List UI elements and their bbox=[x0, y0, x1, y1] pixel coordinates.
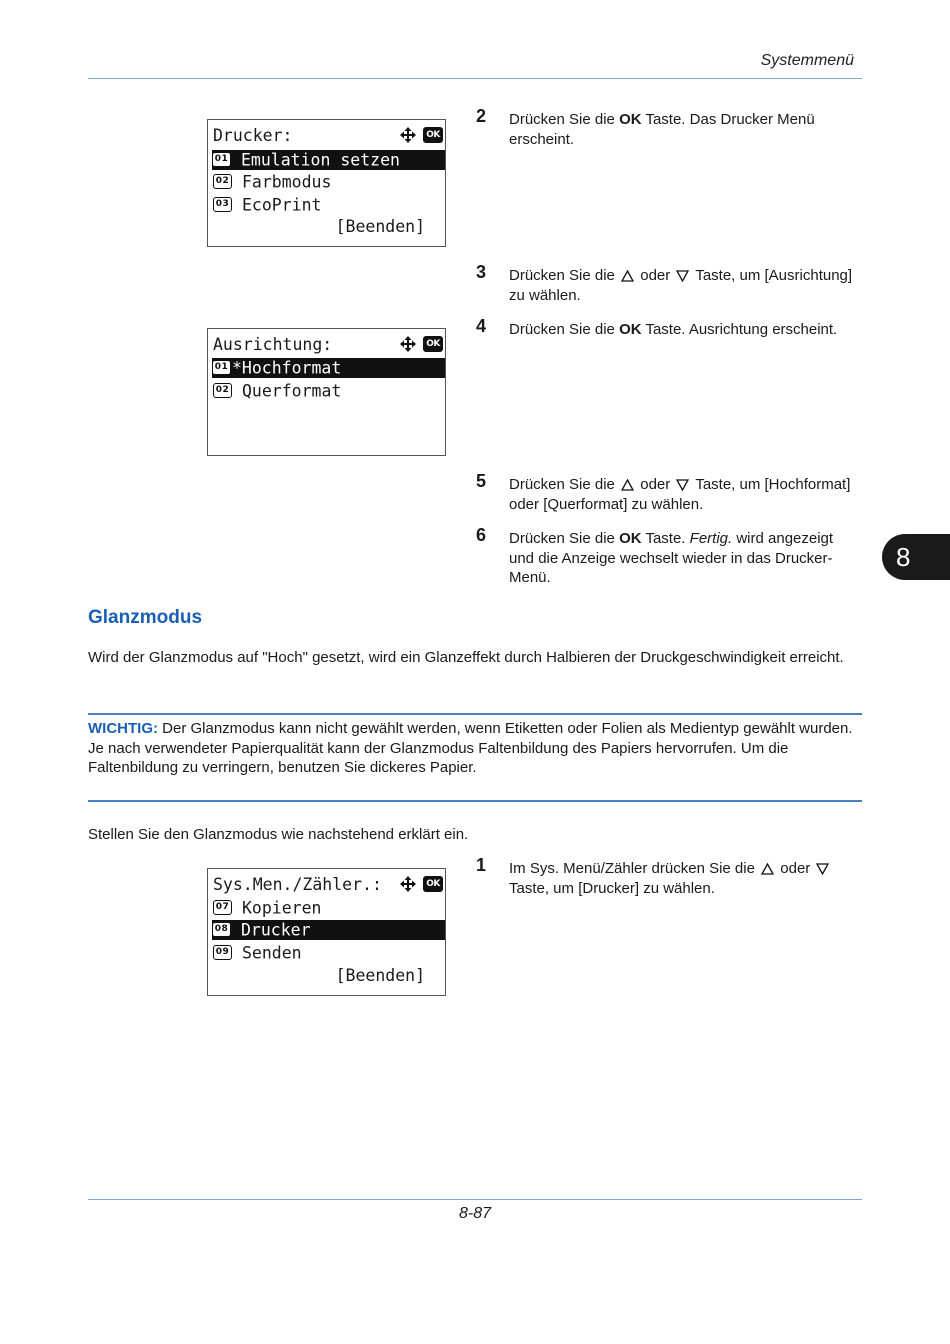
lcd-item-landscape[interactable] bbox=[213, 381, 445, 401]
instruction-text: Stellen Sie den Glanzmodus wie nachstehend erklärt ein. bbox=[88, 826, 469, 843]
step-text-part: oder bbox=[776, 860, 815, 877]
note-text: Je nach verwendeter Papierqualität kann der Glanzmodus Faltenbildung des Papiers hervorrufen. Um die Faltenbildung zu verringern, benutzen Sie dickeres Papier. bbox=[88, 739, 789, 776]
lcd-item-label: Farbmodus bbox=[242, 172, 332, 192]
number-key-icon: 09 bbox=[213, 945, 232, 960]
step-text-part: oder bbox=[636, 267, 675, 284]
chapter-number: 8 bbox=[896, 541, 911, 572]
ok-key-icon: OK bbox=[423, 336, 443, 352]
note-bottom-divider bbox=[88, 800, 862, 802]
step-3 bbox=[476, 262, 866, 305]
step-text bbox=[509, 266, 866, 305]
lcd-item-label: EcoPrint bbox=[242, 195, 322, 215]
step-text-part: Drücken Sie die bbox=[509, 267, 620, 284]
lcd-item-label: Drucker bbox=[241, 920, 311, 940]
step-4 bbox=[476, 316, 866, 340]
four-way-arrow-icon bbox=[398, 335, 418, 353]
step-text bbox=[509, 859, 856, 898]
softkey-exit[interactable]: [Beenden] bbox=[335, 966, 425, 985]
lcd-item-copy[interactable] bbox=[213, 898, 445, 918]
step-text bbox=[509, 110, 866, 149]
lcd-item-portrait[interactable] bbox=[212, 358, 445, 378]
note-label: WICHTIG: bbox=[88, 720, 158, 737]
number-key-icon: 02 bbox=[213, 174, 232, 189]
header-divider bbox=[88, 78, 862, 79]
lcd-softkey-row bbox=[213, 966, 445, 986]
step-number: 3 bbox=[476, 262, 487, 282]
four-way-arrow-icon bbox=[398, 126, 418, 144]
down-arrow-key-icon bbox=[676, 270, 689, 282]
key-name: OK bbox=[619, 321, 642, 338]
step-text-part: Taste. bbox=[641, 530, 690, 547]
note-top-divider bbox=[88, 713, 862, 715]
step-number: 2 bbox=[476, 106, 487, 126]
lcd-printer-menu bbox=[207, 119, 446, 247]
step-text-part: Drücken Sie die bbox=[509, 530, 620, 547]
step-text-part: Taste. Das Drucker Menü erscheint. bbox=[509, 111, 815, 148]
lcd-item-label: Senden bbox=[242, 943, 302, 963]
status-message: Fertig. bbox=[689, 530, 733, 547]
step-2 bbox=[476, 106, 866, 149]
nav-icons bbox=[398, 126, 443, 144]
lcd-orientation-menu bbox=[207, 328, 446, 456]
lcd-item-label: Kopieren bbox=[242, 898, 322, 918]
lcd-softkey-row bbox=[213, 217, 445, 237]
step-text-part: Drücken Sie die bbox=[509, 476, 620, 493]
number-key-icon: 01 bbox=[212, 360, 231, 375]
lcd-title: Drucker: bbox=[213, 126, 293, 145]
section-heading: Glanzmodus bbox=[88, 607, 203, 628]
up-arrow-key-icon bbox=[621, 479, 634, 491]
step-text-part: Taste, um [Hochformat] oder [Querformat] zu wählen. bbox=[509, 476, 851, 513]
key-name: OK bbox=[619, 530, 642, 547]
lcd-item-printer[interactable] bbox=[212, 920, 445, 940]
chapter-tab bbox=[882, 534, 950, 580]
note-text: Der Glanzmodus kann nicht gewählt werden, wenn Etiketten oder Folien als Medientyp gewählt wurden. bbox=[157, 720, 853, 737]
four-way-arrow-icon bbox=[398, 875, 418, 893]
step-6 bbox=[476, 525, 856, 588]
down-arrow-key-icon bbox=[676, 479, 689, 491]
important-note bbox=[88, 719, 858, 778]
ok-key-icon: OK bbox=[423, 127, 443, 143]
step-number: 5 bbox=[476, 471, 487, 491]
step-5 bbox=[476, 471, 866, 514]
number-key-icon: 08 bbox=[212, 922, 231, 937]
ok-key-icon: OK bbox=[423, 876, 443, 892]
step-text bbox=[509, 529, 856, 588]
step-text-part: Im Sys. Menü/Zähler drücken Sie die bbox=[509, 860, 760, 877]
softkey-exit[interactable]: [Beenden] bbox=[335, 217, 425, 236]
step-text-part: oder bbox=[636, 476, 675, 493]
number-key-icon: 03 bbox=[213, 197, 232, 212]
lcd-item-send[interactable] bbox=[213, 943, 445, 963]
step-number: 6 bbox=[476, 525, 487, 545]
step-text bbox=[509, 475, 866, 514]
running-header: Systemmenü bbox=[760, 52, 854, 69]
lcd-item-label: Emulation setzen bbox=[241, 150, 400, 170]
page-number: 8-87 bbox=[458, 1205, 492, 1222]
number-key-icon: 07 bbox=[213, 900, 232, 915]
up-arrow-key-icon bbox=[621, 270, 634, 282]
lcd-item-label: *Hochformat bbox=[232, 358, 342, 378]
step-text-part: Drücken Sie die bbox=[509, 321, 620, 338]
step-number: 4 bbox=[476, 316, 487, 336]
step-text-part: Taste, um [Drucker] zu wählen. bbox=[509, 879, 715, 897]
lcd-item-ecoprint[interactable] bbox=[213, 195, 445, 215]
footer-divider bbox=[88, 1199, 862, 1200]
nav-icons bbox=[398, 875, 443, 893]
nav-icons bbox=[398, 335, 443, 353]
lcd-item-color-mode[interactable] bbox=[213, 172, 445, 192]
step-text-part: Drücken Sie die bbox=[509, 111, 620, 128]
up-arrow-key-icon bbox=[761, 863, 774, 875]
lcd-item-label: Querformat bbox=[242, 381, 342, 401]
lcd-title: Sys.Men./Zähler.: bbox=[213, 875, 382, 894]
step-number: 1 bbox=[476, 855, 487, 875]
number-key-icon: 01 bbox=[212, 152, 231, 167]
key-name: OK bbox=[619, 111, 642, 128]
step-1 bbox=[476, 855, 856, 898]
down-arrow-key-icon bbox=[816, 863, 829, 875]
lcd-system-menu bbox=[207, 868, 446, 996]
step-text-part: wird angezeigt und die Anzeige wechselt wieder in das Drucker-Menü. bbox=[509, 530, 834, 586]
step-text bbox=[509, 320, 866, 340]
step-text-part: Taste. Ausrichtung erscheint. bbox=[641, 321, 838, 338]
section-intro: Wird der Glanzmodus auf "Hoch" gesetzt, wird ein Glanzeffekt durch Halbieren der Druckgeschwindigkeit erreicht. bbox=[88, 649, 844, 666]
lcd-title: Ausrichtung: bbox=[213, 335, 333, 354]
number-key-icon: 02 bbox=[213, 383, 232, 398]
lcd-item-emulation[interactable] bbox=[212, 150, 445, 170]
step-text-part: Taste, um [Ausrichtung] zu wählen. bbox=[509, 267, 853, 304]
